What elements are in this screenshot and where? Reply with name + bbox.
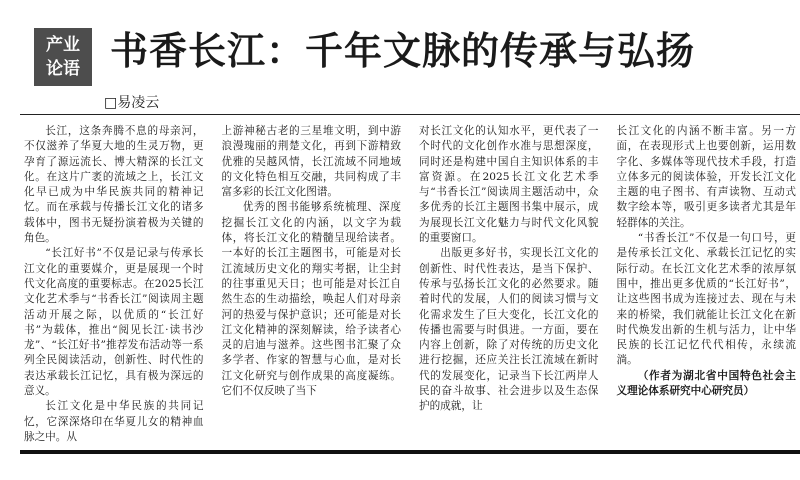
bottom-divider [20,450,800,454]
author-note: （作者为湖北省中国特色社会主义理论体系研究中心研究员） [616,369,796,398]
paragraph: 长江文化是中华民族的共同记忆，它深深烙印在华夏儿女的精神血脉之中。从 [24,400,204,443]
author-byline: □易凌云 [104,95,160,111]
column-tag [34,28,92,86]
paragraph: “书香长江”不仅是一句口号，更是传承长江文化、承载长江记忆的实际行动。在长江文化艺术季的浓厚氛围中，推出更多优质的“长江好书”，让这些图书成为连接过去、现在与未来的桥梁，我们就能让长江文化在新时代焕发出新的生机与活力，让中华民族的长江记忆代代相传，永续流淌。 [616,232,796,367]
text-column-3 [415,124,599,436]
article-body [20,124,796,443]
paragraph: 上游神秘古老的三星堆文明，到中游浪漫瑰丽的荆楚文化，再到下游精致优雅的吴越风情，长江流域不同地域的文化特色相互交融，共同构成了丰富多彩的长江文化图谱。 [221,125,401,199]
column-tag-line-1: 产业 [46,35,80,55]
paragraph: “长江好书”不仅是记录与传承长江文化的重要媒介，更是展现一个时代文化高度的重要标志。在2025长江文化艺术季与“书香长江”阅读周主题活动开展之际，以优质的“长江好书”为载体，推出“阅见长江·读书沙龙”、“长江好书”推荐发布活动等一系列全民阅读活动，创新性、时代性的表达承载长江记忆，具有极为深远的意义。 [24,247,204,398]
paragraph: 对长江文化的认知水平，更代表了一个时代的文化创作水准与思想深度，同时还是构建中国自主知识体系的丰富资源。在2025长江文化艺术季与“书香长江”阅读周主题活动中，众多优秀的长江主题图书集中展示，成为展现长江文化魅力与时代文化风貌的重要窗口。 [419,125,599,245]
paragraph: 长江文化的内涵不断丰富。另一方面，在表现形式上也要创新，运用数字化、多媒体等现代技术手段，打造立体多元的阅读体验，开发长江文化主题的电子图书、有声读物、互动式数字绘本等，吸引更多读者尤其是年轻群体的关注。 [616,125,796,229]
paragraph: 出版更多好书，实现长江文化的创新性、时代性表达，是当下保护、传承与弘扬长江文化的必然要求。随着时代的发展，人们的阅读习惯与文化需求发生了巨大变化，长江文化的传播也需要与时俱进。一方面，要在内容上创新，除了对传统的历史文化进行挖掘，还应关注长江流域在新时代的发展变化，记录当下长江两岸人民的奋斗故事、社会进步以及生态保护的成就，让 [419,247,599,413]
text-column-2 [218,124,402,436]
column-tag-line-2: 论语 [46,59,80,79]
top-divider [20,114,800,115]
paragraph: 长江，这条奔腾不息的母亲河，不仅滋养了华夏大地的生灵万物，更孕育了源远流长、博大精深的长江文化。在这片广袤的流域之上，长江文化早已成为中华民族共同的精神记忆。而在承载与传播长江文化的诸多载体中，图书无疑扮演着极为关键的角色。 [24,125,204,245]
article-title: 书香长江：千年文脉的传承与弘扬 [110,29,696,73]
text-column-1 [20,124,204,443]
text-column-4 [613,124,797,436]
paragraph: 优秀的图书能够系统梳理、深度挖掘长江文化的内涵，以文字为载体，将长江文化的精髓呈现给读者。一本好的长江主题图书，可能是对长江流域历史文化的翔实考据，让尘封的往事重见天日；也可能是对长江自然生态的生动描绘，唤起人们对母亲河的热爱与保护意识；还可能是对长江文化精神的深刻解读，给予读者心灵的启迪与滋养。这些图书汇聚了众多学者、作家的智慧与心血，是对长江文化研究与创作成果的高度凝练。它们不仅反映了当下 [221,201,401,398]
